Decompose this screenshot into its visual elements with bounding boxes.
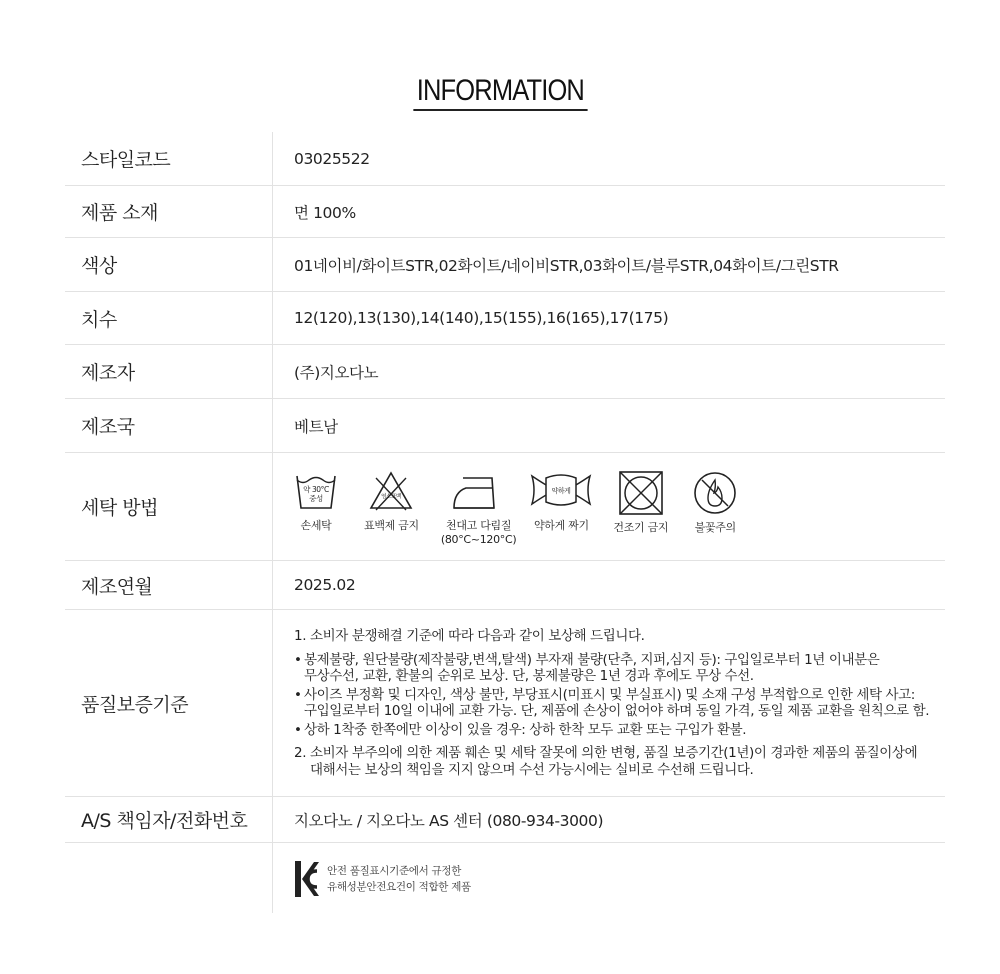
bleach-chlorine-text: 염소 [381,494,392,500]
bleach-text: 표백 [391,494,402,500]
wash-item [613,470,668,535]
quality-bullet [294,652,929,685]
bullet-line: 사이즈 부정확 및 디자인, 색상 불만, 부당표시(미표시 및 부실표시) 및 소재 구성 부적합으로 인한 세탁 사고: [304,686,915,703]
table-row-material [65,186,945,238]
quality-item-text: 소비자 분쟁해결 기준에 따라 다음과 같이 보상해 드립니다. [310,628,645,644]
page-title: INFORMATION [413,74,587,111]
table-row-quality [65,610,945,797]
quality-item-line: 대해서는 보상의 책임을 지지 않으며 수선 가능시에는 실비로 수선해 드립니다. [310,761,754,778]
wring-gentle-text: 약하게 [551,487,571,495]
bullet-line: 구입일로부터 10일 이내에 교환 가능. 단, 제품에 손상이 없어야 하며 동일 가격, 동일 제품 교환을 원칙으로 함. [304,703,930,719]
wash-label: 손세탁 [300,519,332,532]
wash-label: 불꽃주의 [694,521,736,534]
info-title-wrap [0,74,1000,111]
date-value: 2025.02 [294,576,356,594]
wash-item [364,470,419,533]
row-label: 제품 소재 [65,186,273,237]
wash-label-sub: (80°C~120°C) [440,533,517,546]
table-row-style-code [65,132,945,186]
quality-item-number: 1. [294,628,307,644]
row-label: 색상 [65,238,273,291]
wash-label: 건조기 금지 [613,521,669,534]
bullet-mark: • [294,686,302,703]
as-value: 지오다노 / 지오다노 AS 센터 (080-934-3000) [294,811,604,830]
hand-wash-icon [293,470,339,514]
row-label-empty [65,843,273,913]
quality-value [273,610,945,796]
table-row-date [65,561,945,610]
style-code-value: 03025522 [294,149,370,168]
bullet-mark: • [294,651,302,668]
row-label: 품질보증기준 [65,610,273,796]
quality-text [294,628,929,778]
wash-label [441,519,517,547]
bullet-line: 무상수선, 교환, 환불의 순위로 보상. 단, 봉제불량은 1년 경과 후에도 무상 수선. [304,668,754,684]
kc-value [273,843,945,913]
table-row-size [65,292,945,345]
wash-item [293,470,339,533]
wash-temp-text: 약 30°C [303,485,329,494]
country-value: 베트남 [294,417,338,436]
row-label: 스타일코드 [65,132,273,185]
quality-item-line: 소비자 부주의에 의한 제품 훼손 및 세탁 잘못에 의한 변형, 품질 보증기간(1년)이 경과한 제품의 품질이상에 [310,745,918,761]
quality-item [294,745,929,778]
table-row-color [65,238,945,292]
kc-certification-icon [294,860,320,898]
washing-value [273,453,945,560]
color-value: 01네이비/화이트STR,02화이트/네이비STR,03화이트/블루STR,04화이트/그린STR [294,256,839,275]
manufacturer-value: (주)지오다노 [294,363,379,382]
table-row-as [65,797,945,843]
wash-item [692,470,738,535]
quality-item [294,628,929,645]
row-label: 제조국 [65,399,273,452]
quality-item-number: 2. [294,745,307,761]
table-row-washing [65,453,945,561]
kc-text-line: 유해성분안전요건이 적합한 제품 [327,881,471,893]
row-label: 제조자 [65,345,273,398]
wash-label: 약하게 짜기 [533,519,589,532]
row-label: A/S 책임자/전화번호 [65,797,273,842]
wash-label-main: 천대고 다림질 [446,519,512,532]
bullet-mark: • [294,721,302,738]
kc-text-line: 안전 품질표시기준에서 규정한 [327,865,462,877]
quality-bullet [294,722,929,739]
info-table [65,132,945,913]
row-label: 세탁 방법 [65,453,273,560]
bullet-line: 봉제불량, 원단불량(제작불량,변색,탈색) 부자재 불량(단추, 지퍼,심지 등): 구입일로부터 1년 이내분은 [304,651,880,668]
table-row-country [65,399,945,453]
wash-item [441,470,517,547]
wash-neutral-text: 중성 [309,494,323,503]
wash-item [530,470,592,533]
gentle-wring-icon [530,470,592,514]
row-label: 치수 [65,292,273,344]
material-value: 면 100% [294,203,356,222]
table-row-manufacturer [65,345,945,399]
no-bleach-icon [368,470,414,514]
quality-bullet [294,687,929,720]
flame-caution-icon [692,470,738,516]
kc-mark [294,860,471,898]
table-row-kc [65,843,945,913]
row-label: 제조연월 [65,561,273,609]
iron-icon [450,470,508,514]
bullet-line: 상하 1착중 한쪽에만 이상이 있을 경우: 상하 한착 모두 교환 또는 구입가 환불. [304,721,747,738]
wash-icon-list [294,470,738,547]
kc-text [327,863,471,895]
size-value: 12(120),13(130),14(140),15(155),16(165),17(175) [294,309,669,327]
wash-label: 표백제 금지 [364,519,419,532]
no-tumble-dry-icon [618,470,664,516]
